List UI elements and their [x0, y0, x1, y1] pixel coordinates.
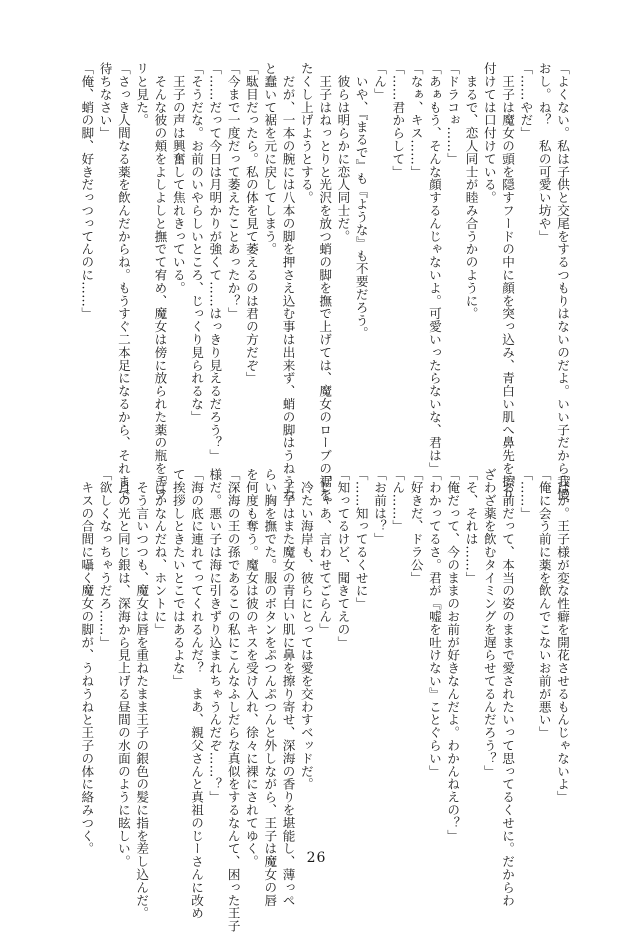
text-line: 付けては口付けている。 — [481, 62, 497, 204]
text-line: 彼らは明らかに恋人同士だ。 — [335, 62, 351, 243]
text-line: 様だ。悪い子は海に引きずり込まれちゃうんだぞ……？」 — [207, 468, 223, 804]
text-line: 「ばかなんだね、ホントに」 — [152, 468, 168, 636]
text-line: を何度も奪う。魔女は彼のキスを受け入れ、徐々に裸にされてゆく。 — [243, 468, 259, 868]
text-line: 「俺に会う前に薬を飲んでこないお前が悪い」 — [536, 468, 552, 739]
text-line: 「……知ってるくせに」 — [353, 468, 369, 610]
text-line: 「あぁもう、そんな顔するんじゃないよ。可愛いったらないな、君は」 — [426, 62, 442, 475]
text-line: 「そ、それは……」 — [463, 468, 479, 585]
text-line: 「駄目だったら。私の体を見て萎えるのは君の方だぞ」 — [243, 62, 259, 385]
text-line: そう言いつつも、魔女は唇を重ねたまま王子の銀色の髪に指を差し込んだ。 — [134, 468, 150, 920]
text-line: まるで、恋人同士が睦み合うかのように。 — [463, 62, 479, 320]
text-line: 「お前だって、本当の姿のままで愛されたいって思ってるくせに。だからわ — [500, 468, 516, 907]
text-line: 待ちなさい」 — [97, 62, 113, 140]
text-line: て挨拶しときたいとこではあるよな」 — [170, 468, 186, 688]
text-line: 王子はねっとりと光沢を放つ蛸の脚を撫で上げては、魔女のローブの裾を — [317, 62, 333, 501]
text-line: 「知ってるけど、聞きてえの」 — [335, 468, 351, 649]
text-line: 冷たい海岸も、彼らにとっては愛を交わすベッドだ。 — [298, 468, 314, 791]
text-line: と蠢いて裾を元に戻してしまう。 — [262, 62, 278, 256]
text-line: 「今まで一度だって萎えたことあったか？」 — [225, 62, 241, 320]
text-line: 「そうだな。お前のいやらしいところ、じっくり見られるな」 — [189, 62, 205, 424]
text-line: 「……だって今日は月明かりが強くて……はっきり見えるだろう？」 — [207, 62, 223, 462]
text-line: 「ドラコぉ……」 — [445, 62, 461, 166]
text-line: らい胸を撫でた。服のボタンをぷつんぷつんと外しながら、王子は魔女の唇 — [262, 468, 278, 907]
text-line: 王子はまた魔女の青白い肌に鼻を擦り寄せ、深海の香りを堪能し、薄っぺ — [280, 468, 296, 907]
text-line: 「深海の王の孫であるこの私にこんなふしだらな真似をするなんて、困った王子 — [225, 468, 241, 932]
text-line: 月の光と同じ銀は、深海から見上げる昼間の水面のように眩しい。 — [115, 468, 131, 868]
text-line: 「ばか。王子様が変な性癖を開花させるもんじゃないよ」 — [555, 468, 570, 804]
text-line: 王子の声は興奮して焦れきっている。 — [170, 62, 186, 295]
text-line: リと見た。 — [134, 62, 150, 127]
text-line: 「……」 — [518, 468, 534, 520]
text-line: キスの合間に囁く魔女の脚が、うねうねと王子の体に絡みつく。 — [79, 468, 95, 855]
text-line: だが、一本の腕には八本の脚を押さえ込む事は出来ず、蛸の脚はうねうね — [280, 62, 296, 501]
text-line: 「……やだ」 — [518, 62, 534, 140]
text-block-top — [65, 62, 571, 501]
text-line: そんな彼の頬をよしよしと撫でて宥め、魔女は傍に放られた薬の瓶をチラ — [152, 62, 168, 501]
text-line: 「わかってるさ。君が『嘘を吐けない』ことぐらい」 — [426, 468, 442, 778]
text-line: 「俺、蛸の脚、好きだっつってんのに……」 — [79, 62, 95, 320]
text-line: 「ん……」 — [390, 468, 406, 533]
text-line: 「お前は？」 — [372, 468, 388, 546]
text-line: 「俺だって、今のままのお前が好きなんだよ。わかんねえの？」 — [445, 468, 461, 843]
page-number: 26 — [306, 850, 327, 866]
text-line: 「なぁ、キス……」 — [408, 62, 424, 179]
text-line: 「……君からして」 — [390, 62, 406, 179]
text-line: いや、『まるで』も『ような』も不要だろう。 — [353, 62, 369, 340]
text-line: 「さっき人間なる薬を飲んだからね。もうすぐ二本足になるから、それまで — [115, 62, 131, 501]
text-line: 「ん」 — [372, 62, 388, 101]
text-line: 「よくない。私は子供と交尾をするつもりはないのだよ。いい子だから我慢 — [555, 62, 570, 501]
text-line: 「じゃあ、言わせてごらん」 — [317, 468, 333, 636]
text-line: たくし上げようとする。 — [298, 62, 314, 204]
text-line: 「海の底に連れてってくれるんだ？ まあ、親父さんと真祖のじーさんに改め — [189, 468, 205, 920]
text-line: 「好きだ、ドラ公」 — [408, 468, 424, 585]
text-line: おし。ね？ 私の可愛い坊や」 — [536, 62, 552, 243]
text-line: 「欲しくなっちゃうだろ……」 — [97, 468, 113, 649]
text-line: 王子は魔女の頭を隠すフードの中に顔を突っ込み、青白い肌へ鼻先を擦り — [500, 62, 516, 501]
text-line: ざわざ薬を飲むタイミングを遅らせてるんだろう？」 — [481, 468, 497, 778]
